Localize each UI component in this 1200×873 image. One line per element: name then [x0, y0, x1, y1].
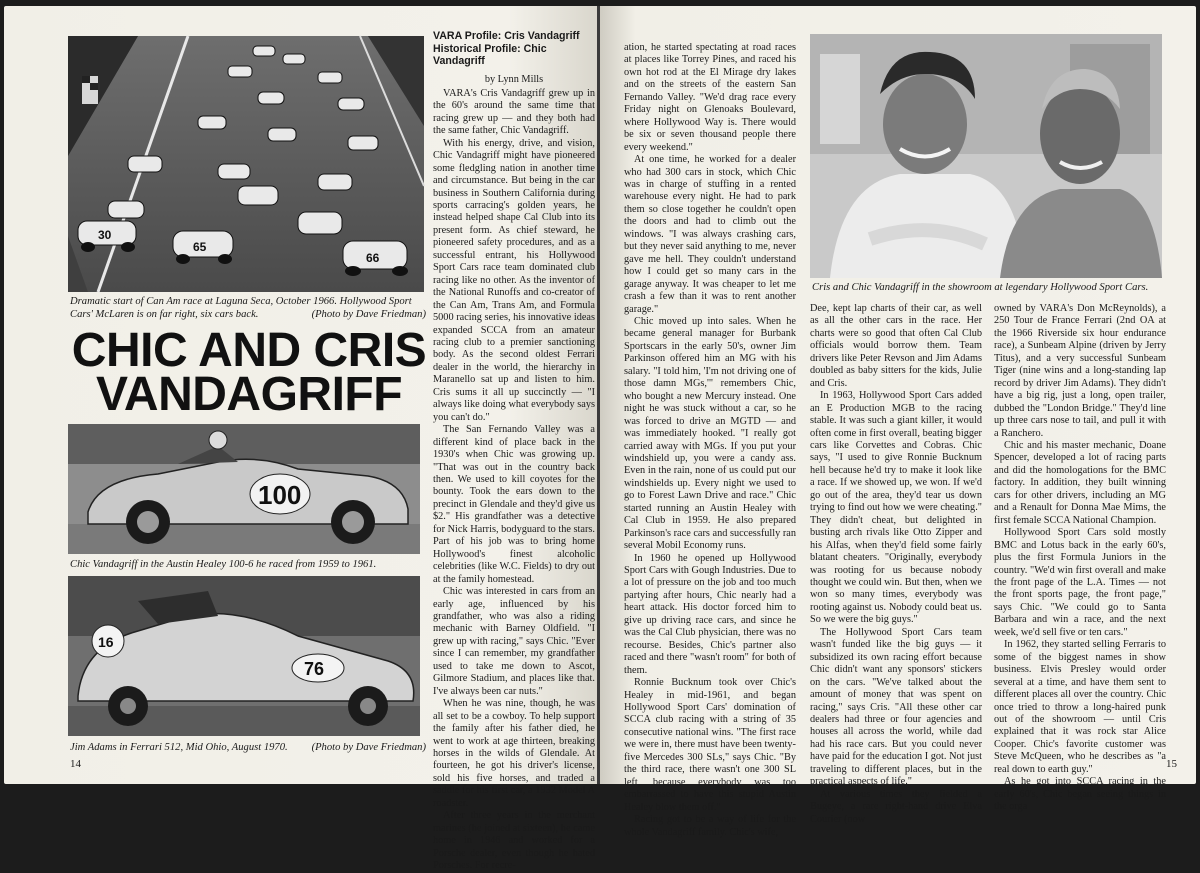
- right-page-number: 15: [1166, 758, 1177, 770]
- profile-kicker-line1: VARA Profile: Cris Vandagriff: [433, 30, 580, 42]
- byline: by Lynn Mills: [484, 73, 544, 85]
- ferrari-caption-text: Jim Adams in Ferrari 512, Mid Ohio, August 1970.: [70, 742, 288, 753]
- paragraph: ation, he started spectating at road races at places like Torrey Pines, and raced his own hot rod at the El Mirage dry lakes and on the streets of the eastern San Fernando Valley. "We'd drag race every Friday night on Glenoaks Boulevard, where Hollywood Way is. There would be six or seven thousand people there every weekend.": [624, 42, 796, 153]
- paragraph: After three years in the merchant marines (he joined at sixteen), he came home in 1946 and worked for a Porsche dealer, even though he hated Porsches. For recre-: [433, 810, 595, 872]
- paragraph: Chic moved up into sales. When he became general manager for Burbank Sportscars in the early 50's, owner Jim Parkinson offered him an MG with his salary. "I told him, 'I'm not driving one of those damn MGs,'" remembers Chic, who bought a new Mercury instead. One night he was stuck without a car, so he was forced to drive an MGTD — and was immediately hooked. "I really got carried away with MGs. If you put your windshield up, you were a candy ass. Even in the rain, none of us could put our windshields up. Every night we used to go to Forest Lawn Drive and race." Chic started running an Austin Healey with Cal Club in 1959. He also prepared Parkinson's race cars and successfully ran several Mobil Economy runs.: [624, 315, 796, 552]
- right-page: [600, 6, 1196, 838]
- paragraph: In 1960 he opened up Hollywood Sport Cars with Gough Industries. Due to a lot of pressure on the job and too much partying after hours, Chic nearly had a heart attack. His doctor forced him to give up driving race cars, and since he was the Cal Club physician, there was no recourse. Besides, Chic's partner also raced and there "wasn't room" for both of them.: [624, 552, 796, 676]
- paragraph: The Hollywood Sport Cars team wasn't funded like the big guys — it subsidized its own racing effort because Chic didn't want any sponsors' stickers on the cars. "We've talked about the amount of money that was spent on racing," says Cris. "All these other car dealers had three or four agencies and houses all across the world, while dad had his race cars. But you could never have paid for the education I got. Not just traveling to different places, but in the practical aspects of life.": [810, 626, 982, 788]
- austin-healey-photo-caption: Chic Vandagriff in the Austin Healey 100-6 he raced from 1959 to 1961.: [70, 559, 377, 570]
- paragraph: When he was nine, though, he was all set to be a cowboy. To help support the family after his father died, he went to work at age thirteen, breaking horses in the wilds of Glendale. At fourteen, he got his driver's license, sold his five horses, and traded a saddle for his first car, a 1932 Model A roadster.: [433, 698, 595, 809]
- can-am-photo-credit: (Photo by Dave Friedman): [311, 308, 426, 320]
- right-column-1: [624, 42, 796, 839]
- ferrari-race-number-side: 16: [98, 634, 114, 650]
- paragraph: owned by VARA's Don McReynolds), a 250 Tour de France Ferrari (2nd OA at the 1966 Riverside six hour endurance race), a Sunbeam Alpine (driven by Jerry Titus), and a very successful Sunbeam Tiger (nine wins and a long-standing lap record by driver Jim Adams). They didn't have a big rig, just a long, open trailer, dubbed the "London Bridge." They'd line up three cars nose to tail, and pull it with a Ranchero.: [994, 303, 1166, 439]
- paragraph: As he got into SCCA racing in the early 60's, Chic began seeing things in the orga: [994, 776, 1166, 813]
- profile-kicker-line2: Historical Profile: Chic Vandagriff: [433, 42, 547, 67]
- paragraph: VARA's Cris Vandagriff grew up in the 60's around the same time that racing grew up — and they both had the same father, Chic Vandagriff.: [433, 87, 595, 137]
- race-number-30: 30: [98, 228, 112, 242]
- paragraph: Racing got to be a way of life for the whole Vandagriff family. Chic's wife,: [624, 814, 796, 838]
- paragraph: At various times they fielded a Bugeye, a rare right-hand drive Elva Courier (now: [810, 788, 982, 825]
- left-page: [4, 6, 598, 872]
- ferrari-race-number: 76: [304, 659, 325, 679]
- right-column-2: [810, 303, 982, 826]
- ferrari-photo-credit: (Photo by Dave Friedman): [311, 742, 426, 753]
- paragraph: Chic was interested in cars from an early age, influenced by his grandfather, who was also a riding mechanic with Barney Oldfield. "I grew up with racing," says Chic. "Ever since I can remember, my grandfather used to take me down to Ascot, Gilmore Stadium, and places like that. I've always been car nuts.": [433, 586, 595, 697]
- article-headline: CHIC AND CRIS VANDAGRIFF: [71, 324, 427, 421]
- ferrari-512-photo: [68, 576, 420, 736]
- paragraph: Dee, kept lap charts of their car, as well as all the other cars in the race. Her charts were so good that often Cal Club officials would borrow them. Team drivers like Peter Revson and Jim Adams doubled as baby sitters for the kids, Julie and Cris.: [810, 303, 982, 389]
- race-number-65: 65: [193, 240, 207, 254]
- paragraph: In 1962, they started selling Ferraris to some of the biggest names in show business. Elvis Presley would order several at a time, and have them sent to different places all over the country. Chic once tried to throw a long-haired punk out of the showroom — until Cris explained that it was rock star Alice Cooper. Chic's favorite customer was Steve McQueen, who he describes as "a real down to earth guy.": [994, 639, 1166, 775]
- portrait-photo-caption: Cris and Chic Vandagriff in the showroom at legendary Hollywood Sport Cars.: [812, 282, 1149, 293]
- paragraph: With his energy, drive, and vision, Chic Vandagriff might have pioneered some fledgling nation in another time and circumstance. But being in the car business in Southern California during sports carracing's golden years, he instead helped shape Cal Club into its present form. As chief steward, he pioneered safety procedures, and as a successful entrant, his Hollywood Sport Cars race team dominated club racing like no other. As the inventor of the National Runoffs and co-creator of the Can Am, Trans Am, and Formula 5000 racing series, his innovative ideas expanded SCCA from an amateur racing club to a premier sanctioning body. As the second oldest Ferrari dealer in the world, the hierarchy in Maranello sat up and listen to him. Cris sums it all up succinctly — "I always like doing what everybody says you can't do.": [433, 137, 595, 423]
- paragraph: At one time, he worked for a dealer who had 300 cars in stock, which Chic was in charge of stuffing in a rented warehouse every night. He had to park them so close together he couldn't open the doors and had to climb out the windows. "I was always crashing cars, but they never said anything to me, never gave me hell. They couldn't understand how I could get so many cars in the garage anyway. It was cheaper to let me crash a few than it was to rent another garage.": [624, 154, 796, 315]
- vandagriff-portrait-photo: [810, 34, 1162, 278]
- paragraph: Hollywood Sport Cars sold mostly BMC and Lotus back in the early 60's, plus the first Formula Juniors in the country. "We'd win first overall and make the front page of the L.A. Times — not the front sports page, the front page," says Chic. "We could go to Santa Barbara and win a race, and the next week, we'd sell five or ten cars.": [994, 527, 1166, 638]
- right-column-3: [994, 303, 1166, 814]
- can-am-caption-text: Dramatic start of Can Am race at Laguna Seca, October 1966. Hollywood Sport Cars' McLaren is on far right, six cars back.: [70, 296, 412, 320]
- paragraph: The San Fernando Valley was a different kind of place back in the 1930's when Chic was growing up. "That was out in the country back then. We used to kill coyotes for the bounty. Took the ears down to the precinct in Glendale and they'd give us $2." His grandfather was a detective for Nick Harris, bodyguard to the stars. Part of his job was to bring home Hollywood's finest alcoholic celebrities (like W.C. Fields) to dry out at the family homestead.: [433, 424, 595, 585]
- ferrari-photo-caption: [70, 742, 426, 755]
- paragraph: Ronnie Bucknum took over Chic's Healey in mid-1961, and began Hollywood Sport Cars' domination of SCCA club racing with a string of 35 consecutive national wins. "The first race we were in, there must have been twenty-five Mercedes 300 SLs," says Chic. "By the third race, there wasn't one 300 SL left, because everybody was too embarrassed to have this stupid Austin Healey blow them off.": [624, 677, 796, 813]
- left-page-number: 14: [70, 758, 81, 770]
- paragraph: In 1963, Hollywood Sport Cars added an E Production MGB to the racing stable. It was such a giant killer, it would often come in first overall, beating bigger cars like Corvettes and Cobras. Chic says, "I used to give Ronnie Bucknum hell because he'd try to make it look like a race. If we showed up, we won. If we'd go out of the area, they'd tear us down trying to find out how we were cheating." They didn't cheat, but delighted in busting arch rivals like Otto Zipper and his Alfas, when they'd field some fairly blatant cheaters. "Originally, everybody was rooting for us because nobody thought we could win. But then, when we won so many times, everybody was rooting against us. Nobody could beat us. So we were the big guys.": [810, 390, 982, 626]
- austin-healey-photo: [68, 424, 420, 554]
- can-am-photo-caption: [70, 296, 426, 321]
- race-number-66: 66: [366, 251, 380, 265]
- healey-race-number: 100: [258, 480, 302, 510]
- paragraph: Chic and his master mechanic, Doane Spencer, developed a lot of racing parts and did the homologations for the BMC factory. In addition, they built winning cars for other drivers, including an MG and a Renault for Donna Mae Mims, the first female SCCA National Champion.: [994, 439, 1166, 526]
- can-am-start-photo: [68, 36, 424, 292]
- left-article-column: [433, 30, 595, 873]
